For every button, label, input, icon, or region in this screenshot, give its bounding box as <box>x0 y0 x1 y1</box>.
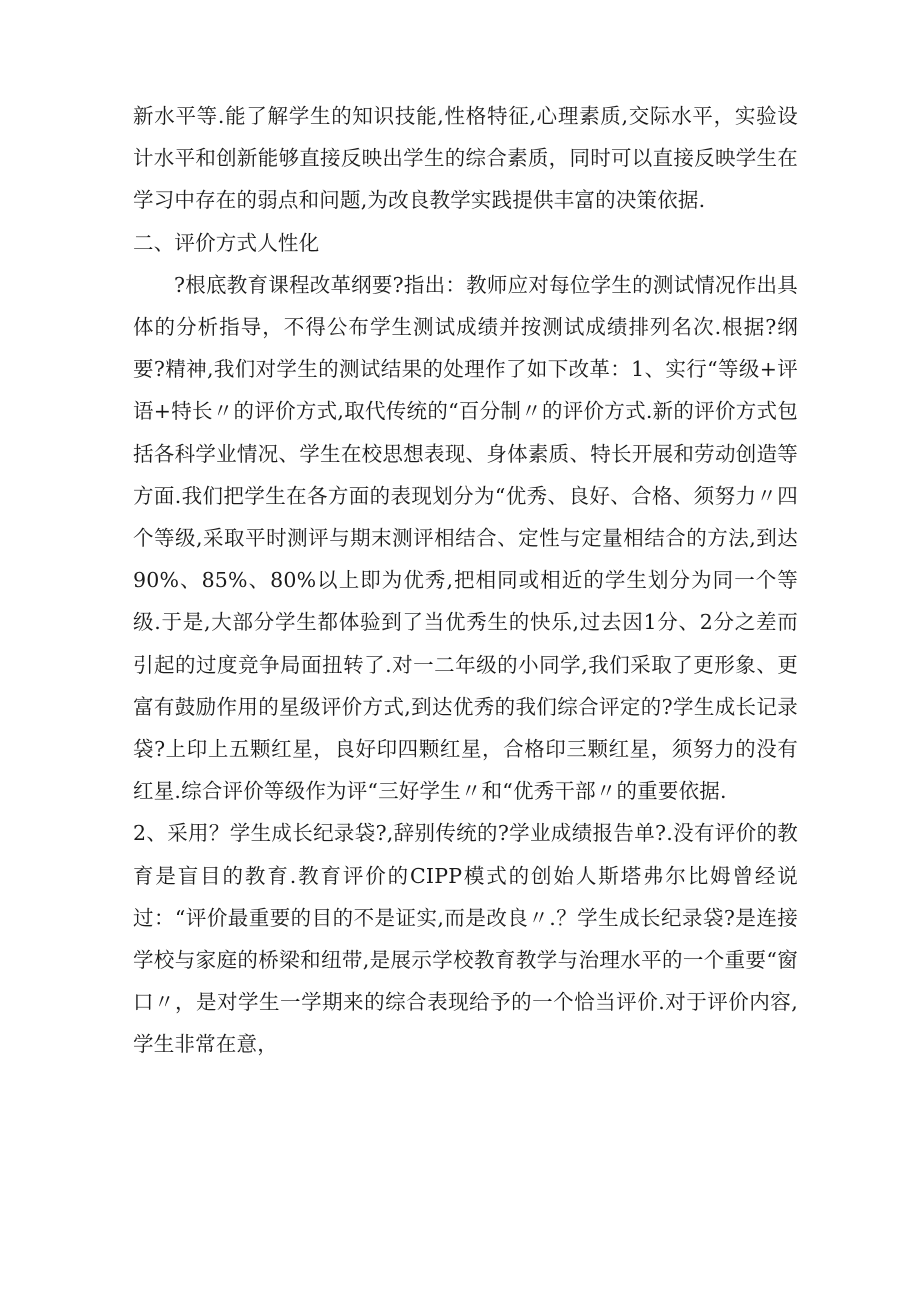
document-body <box>133 95 798 1066</box>
paragraph-growth-record: 2、采用？学生成长纪录袋?,辞别传统的?学业成绩报告单?.没有评价的教育是盲目的教育.教育评价的CIPP模式的创始人斯塔弗尔比姆曾经说过：“评价最重要的目的不是证实,而是改良〃.？学生成长纪录袋?是连接学校与家庭的桥梁和纽带,是展示学校教育教学与治理水平的一个重要“窗口〃，是对学生一学期来的综合表现给予的一个恰当评价.对于评价内容,学生非常在意， <box>133 821 798 1057</box>
section-heading: 二、评价方式人性化 <box>133 230 320 255</box>
paragraph-continuation: 新水平等.能了解学生的知识技能,性格特征,心理素质,交际水平，实验设计水平和创新能够直接反映出学生的综合素质，同时可以直接反映学生在学习中存在的弱点和问题,为改良教学实践提供丰富的决策依据. <box>133 104 798 213</box>
paragraph-evaluation-reform: ?根底教育课程改革纲要?指出：教师应对每位学生的测试情况作出具体的分析指导，不得公布学生测试成绩并按测试成绩排列名次.根据?纲要?精神,我们对学生的测试结果的处理作了如下改革：1、实行“等级+评语+特长〃的评价方式,取代传统的“百分制〃的评价方式.新的评价方式包括各科学业情况、学生在校思想表现、身体素质、特长开展和劳动创造等方面.我们把学生在各方面的表现划分为“优秀、良好、合格、须努力〃四个等级,采取平时测评与期末测评相结合、定性与定量相结合的方法,到达90%、85%、80%以上即为优秀,把相同或相近的学生划分为同一个等级.于是,大部分学生都体验到了当优秀生的快乐,过去因1分、2分之差而引起的过度竞争局面扭转了.对一二年级的小同学,我们采取了更形象、更富有鼓励作用的星级评价方式,到达优秀的我们综合评定的?学生成长记录袋?上印上五颗红星，良好印四颗红星，合格印三颗红星，须努力的没有红星.综合评价等级作为评“三好学生〃和“优秀干部〃的重要依据. <box>133 272 798 804</box>
